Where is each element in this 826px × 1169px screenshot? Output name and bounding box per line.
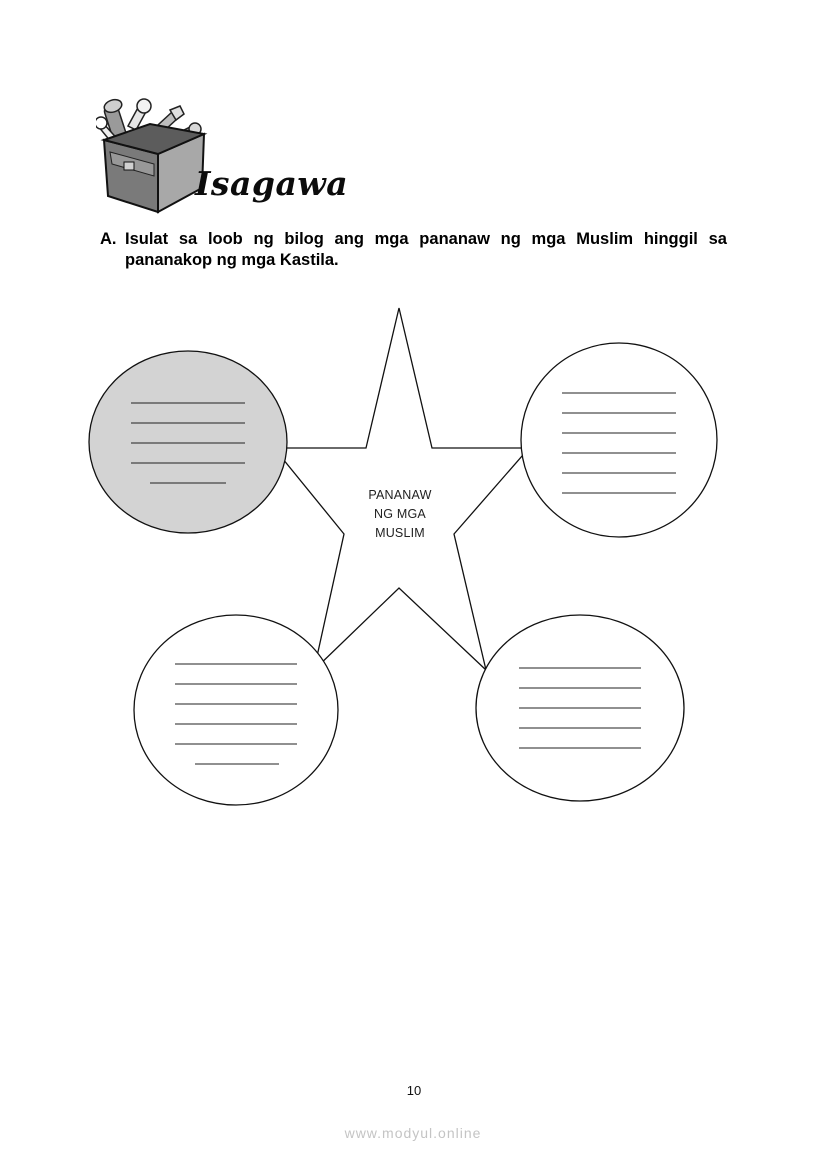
instruction-text: Isulat sa loob ng bilog ang mga pananaw ng mga Muslim hinggil sa pananakop ng mga Kastila. (125, 230, 727, 269)
answer-circle-shape (89, 351, 287, 533)
center-label (345, 486, 455, 543)
answer-circle-top-left[interactable] (89, 351, 287, 533)
answer-circle-shape (521, 343, 717, 537)
center-label-line: NG MGA (374, 507, 426, 521)
instruction-number: A. (100, 230, 117, 248)
section-title: Isagawa (195, 164, 349, 203)
answer-circle-shape (134, 615, 338, 805)
center-label-line: PANANAW (368, 488, 432, 502)
center-label-line: MUSLIM (375, 526, 425, 540)
watermark: www.modyul.online (344, 1125, 482, 1141)
answer-circle-top-right[interactable] (521, 343, 717, 537)
page-number: 10 (406, 1083, 422, 1098)
answer-circle-bottom-right[interactable] (476, 615, 684, 801)
answer-circle-bottom-left[interactable] (134, 615, 338, 805)
